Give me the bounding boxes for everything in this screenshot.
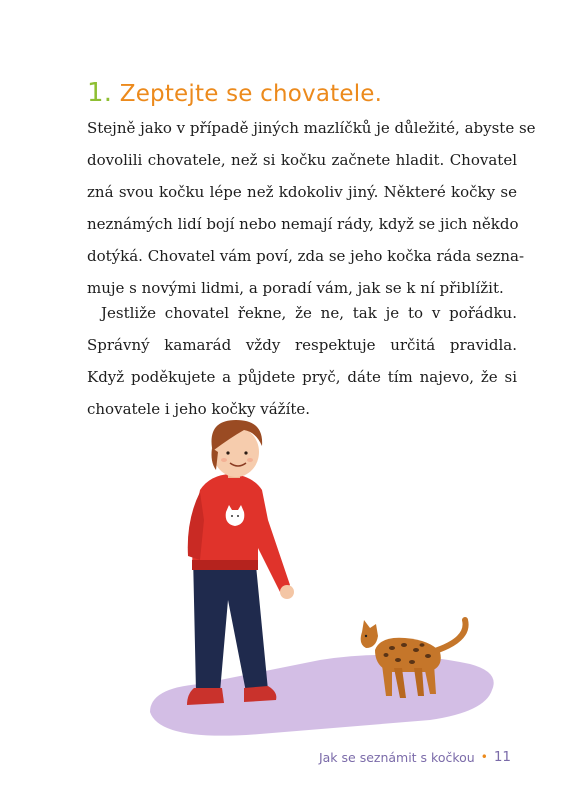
section-heading <box>87 78 382 108</box>
chapter-title: Jak se seznámit s kočkou <box>318 749 475 765</box>
boy-eye-right <box>244 451 247 454</box>
paragraph-line: neznámých lidí bojí nebo nemají rády, když se jich někdo <box>87 215 519 233</box>
cat-tail <box>432 620 466 652</box>
paragraph-line: Správný kamarád vždy respektuje určitá pravidla. <box>87 336 517 354</box>
boy-eye-left <box>226 451 229 454</box>
boy-and-cat-illustration <box>140 420 520 740</box>
cat-head <box>361 620 378 648</box>
boy-figure <box>187 420 294 705</box>
boy-hand <box>280 585 294 599</box>
page-number: 11 <box>493 749 511 765</box>
boy-pants <box>193 555 268 692</box>
paragraph-line: chovatele i jeho kočky vážíte. <box>87 400 311 418</box>
footer-separator: • <box>480 750 488 764</box>
boy-sweater-hem <box>192 560 258 570</box>
paragraph-line: dovolili chovatele, než si kočku začnete hladit. Chovatel <box>87 151 517 169</box>
paragraph-1 <box>87 112 536 304</box>
cat-eye <box>365 635 367 637</box>
page-footer <box>319 749 511 765</box>
boy-shoe-left <box>187 688 224 705</box>
section-number: 1. <box>87 78 113 108</box>
paragraph-line: dotýká. Chovatel vám poví, zda se jeho kočka ráda sezna- <box>87 247 525 265</box>
paragraph-line: zná svou kočku lépe než kdokoliv jiný. Některé kočky se <box>87 183 517 201</box>
paragraph-2 <box>87 297 517 425</box>
paragraph-line: muje s novými lidmi, a poradí vám, jak se k ní přiblížit. <box>87 279 504 297</box>
paragraph-line: Stejně jako v případě jiných mazlíčků je důležité, abyste se <box>87 119 536 137</box>
paragraph-line: Jestliže chovatel řekne, že ne, tak je to v pořádku. <box>101 304 517 322</box>
section-title: Zeptejte se chovatele. <box>119 81 383 107</box>
paragraph-line: Když poděkujete a půjdete pryč, dáte tím najevo, že si <box>87 368 517 386</box>
